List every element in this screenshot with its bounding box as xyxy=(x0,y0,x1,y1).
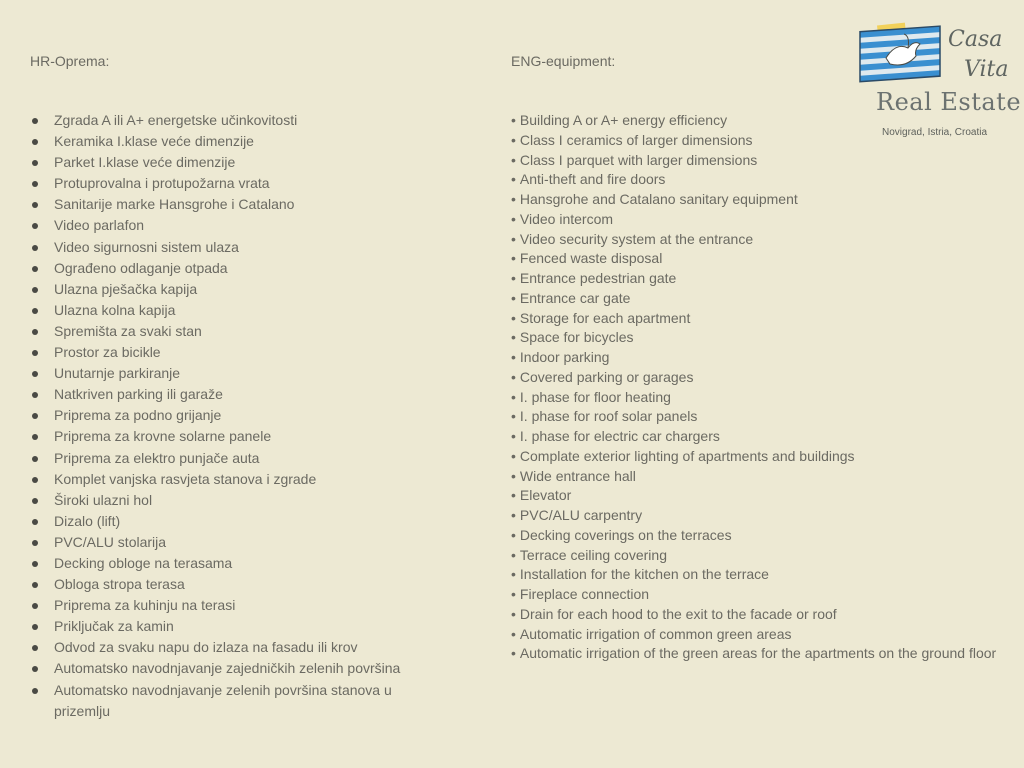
bullet-icon: • xyxy=(511,605,516,622)
hr-equipment-list xyxy=(30,110,430,722)
eng-list-item-text: Complate exterior lighting of apartments and buildings xyxy=(519,447,855,464)
bullet-icon: • xyxy=(511,526,516,543)
bullet-icon: • xyxy=(511,408,516,425)
bullet-icon: • xyxy=(511,507,516,523)
eng-list-item-text: Anti-theft and fire doors xyxy=(519,171,666,188)
eng-list-item xyxy=(511,506,1024,526)
hr-list-item: Priprema za kuhinju na terasi xyxy=(30,595,430,616)
hr-list-item: Video sigurnosni sistem ulaza xyxy=(30,237,430,258)
hr-list-item: Priprema za krovne solarne panele xyxy=(30,426,430,447)
svg-text:Casa: Casa xyxy=(948,27,1003,52)
hr-list-item: Decking obloge na terasama xyxy=(30,553,430,574)
eng-list-item-text: Installation for the kitchen on the terrace xyxy=(519,566,769,583)
eng-list-item xyxy=(511,546,1024,566)
eng-list-item xyxy=(511,644,1024,664)
eng-list-item-text: Wide entrance hall xyxy=(519,467,636,484)
eng-list-item-text: I. phase for floor heating xyxy=(519,388,671,405)
hr-list-item: Ulazna pješačka kapija xyxy=(30,279,430,300)
bullet-icon: • xyxy=(511,289,516,306)
eng-list-item-text: I. phase for roof solar panels xyxy=(519,408,698,425)
eng-list-item-text: Covered parking or garages xyxy=(519,368,694,385)
bullet-icon: • xyxy=(511,467,516,484)
eng-list-item xyxy=(511,447,1024,467)
hr-list-item: Dizalo (lift) xyxy=(30,511,430,532)
eng-list-item-text: Decking coverings on the terraces xyxy=(519,526,732,543)
hr-list-item: Široki ulazni hol xyxy=(30,490,430,511)
hr-list-item: Spremišta za svaki stan xyxy=(30,321,430,342)
hr-list-item: Automatsko navodnjavanje zelenih površina stanova u prizemlju xyxy=(30,680,430,722)
eng-list-item-text: Entrance car gate xyxy=(519,289,631,306)
bullet-icon: • xyxy=(511,447,516,464)
eng-equipment-list xyxy=(511,111,1024,664)
eng-list-item xyxy=(511,605,1024,625)
eng-list-item-text: Video security system at the entrance xyxy=(519,230,754,247)
eng-list-item xyxy=(511,230,1024,250)
logo-subtitle: Real Estate xyxy=(876,88,1022,116)
hr-list-item: Automatsko navodnjavanje zajedničkih zelenih površina xyxy=(30,658,430,679)
eng-list-item-text: Class I ceramics of larger dimensions xyxy=(519,131,753,148)
bullet-icon: • xyxy=(511,270,516,286)
bullet-icon: • xyxy=(511,210,516,227)
eng-list-item-text: Building A or A+ energy efficiency xyxy=(519,112,728,128)
bullet-icon: • xyxy=(511,131,516,148)
svg-text:Vita: Vita xyxy=(964,57,1009,82)
hr-list-item: Parket I.klase veće dimenzije xyxy=(30,152,430,173)
eng-list-item xyxy=(511,309,1024,329)
bullet-icon: • xyxy=(511,191,516,207)
eng-list-item xyxy=(511,190,1024,210)
hr-list-item: Odvod za svaku napu do izlaza na fasadu ili krov xyxy=(30,637,430,658)
eng-list-item xyxy=(511,170,1024,190)
bullet-icon: • xyxy=(511,546,516,563)
bullet-icon: • xyxy=(511,151,516,168)
eng-list-item-text: Indoor parking xyxy=(519,349,610,365)
hr-list-item: Priključak za kamin xyxy=(30,616,430,637)
hr-list-item: Unutarnje parkiranje xyxy=(30,363,430,384)
eng-list-item-text: Terrace ceiling covering xyxy=(519,546,667,563)
hr-list-item: Natkriven parking ili garaže xyxy=(30,384,430,405)
eng-list-item xyxy=(511,151,1024,171)
eng-list-item xyxy=(511,210,1024,230)
hr-list-item: Keramika I.klase veće dimenzije xyxy=(30,131,430,152)
eng-list-item-text: Automatic irrigation of the green areas for the apartments on the ground floor xyxy=(519,645,997,662)
eng-list-item xyxy=(511,328,1024,348)
eng-list-item-text: Fenced waste disposal xyxy=(519,250,663,267)
eng-list-item-text: Drain for each hood to the exit to the facade or roof xyxy=(519,605,837,622)
eng-list-item-text: Automatic irrigation of common green areas xyxy=(519,625,792,642)
eng-list-item xyxy=(511,368,1024,388)
eng-list-item xyxy=(511,585,1024,605)
hr-list-item: Prostor za bicikle xyxy=(30,342,430,363)
eng-list-item xyxy=(511,427,1024,447)
bullet-icon: • xyxy=(511,586,516,602)
hr-list-item: Ulazna kolna kapija xyxy=(30,300,430,321)
logo-emblem xyxy=(856,18,1024,88)
casa-vita-logo xyxy=(856,18,1024,142)
hr-list-item: Priprema za podno grijanje xyxy=(30,405,430,426)
bullet-icon: • xyxy=(511,309,516,326)
eng-list-item xyxy=(511,249,1024,269)
eng-list-item-text: Storage for each apartment xyxy=(519,309,691,326)
bullet-icon: • xyxy=(511,230,516,247)
eng-list-item-text: Class I parquet with larger dimensions xyxy=(519,151,758,168)
eng-list-item xyxy=(511,388,1024,408)
bullet-icon: • xyxy=(511,112,516,128)
eng-list-item-text: Fireplace connection xyxy=(519,586,650,602)
eng-list-item-text: Elevator xyxy=(519,487,572,504)
bullet-icon: • xyxy=(511,645,516,662)
hr-section-title: HR-Oprema: xyxy=(30,53,110,69)
eng-list-item xyxy=(511,565,1024,585)
bullet-icon: • xyxy=(511,428,516,444)
bullet-icon: • xyxy=(511,625,516,642)
hr-list-item: Obloga stropa terasa xyxy=(30,574,430,595)
hr-list-item: Protuprovalna i protupožarna vrata xyxy=(30,173,430,194)
bullet-icon: • xyxy=(511,171,516,188)
bullet-icon: • xyxy=(511,368,516,385)
eng-list-item xyxy=(511,526,1024,546)
bullet-icon: • xyxy=(511,349,516,365)
hr-list-item: PVC/ALU stolarija xyxy=(30,532,430,553)
hr-list-item: Ograđeno odlaganje otpada xyxy=(30,258,430,279)
hr-list-item: Priprema za elektro punjače auta xyxy=(30,448,430,469)
eng-list-item xyxy=(511,625,1024,645)
eng-list-item-text: Video intercom xyxy=(519,210,614,227)
logo-location: Novigrad, Istria, Croatia xyxy=(882,127,988,138)
eng-list-item xyxy=(511,407,1024,427)
bullet-icon: • xyxy=(511,329,516,346)
hr-list-item: Video parlafon xyxy=(30,215,430,236)
eng-list-item xyxy=(511,467,1024,487)
eng-list-item xyxy=(511,269,1024,289)
hr-list-item: Sanitarije marke Hansgrohe i Catalano xyxy=(30,194,430,215)
eng-list-item-text: Entrance pedestrian gate xyxy=(519,270,677,286)
eng-list-item xyxy=(511,486,1024,506)
bullet-icon: • xyxy=(511,388,516,405)
eng-list-item xyxy=(511,289,1024,309)
hr-list-item: Zgrada A ili A+ energetske učinkovitosti xyxy=(30,110,430,131)
eng-list-item-text: Space for bicycles xyxy=(519,329,634,346)
eng-list-item-text: I. phase for electric car chargers xyxy=(519,428,720,444)
eng-list-item xyxy=(511,348,1024,368)
bullet-icon: • xyxy=(511,487,516,504)
bullet-icon: • xyxy=(511,250,516,267)
eng-list-item-text: PVC/ALU carpentry xyxy=(519,507,643,523)
hr-list-item: Komplet vanjska rasvjeta stanova i zgrade xyxy=(30,469,430,490)
bullet-icon: • xyxy=(511,566,516,583)
eng-list-item-text: Hansgrohe and Catalano sanitary equipment xyxy=(519,191,798,207)
eng-section-title: ENG-equipment: xyxy=(511,53,616,69)
